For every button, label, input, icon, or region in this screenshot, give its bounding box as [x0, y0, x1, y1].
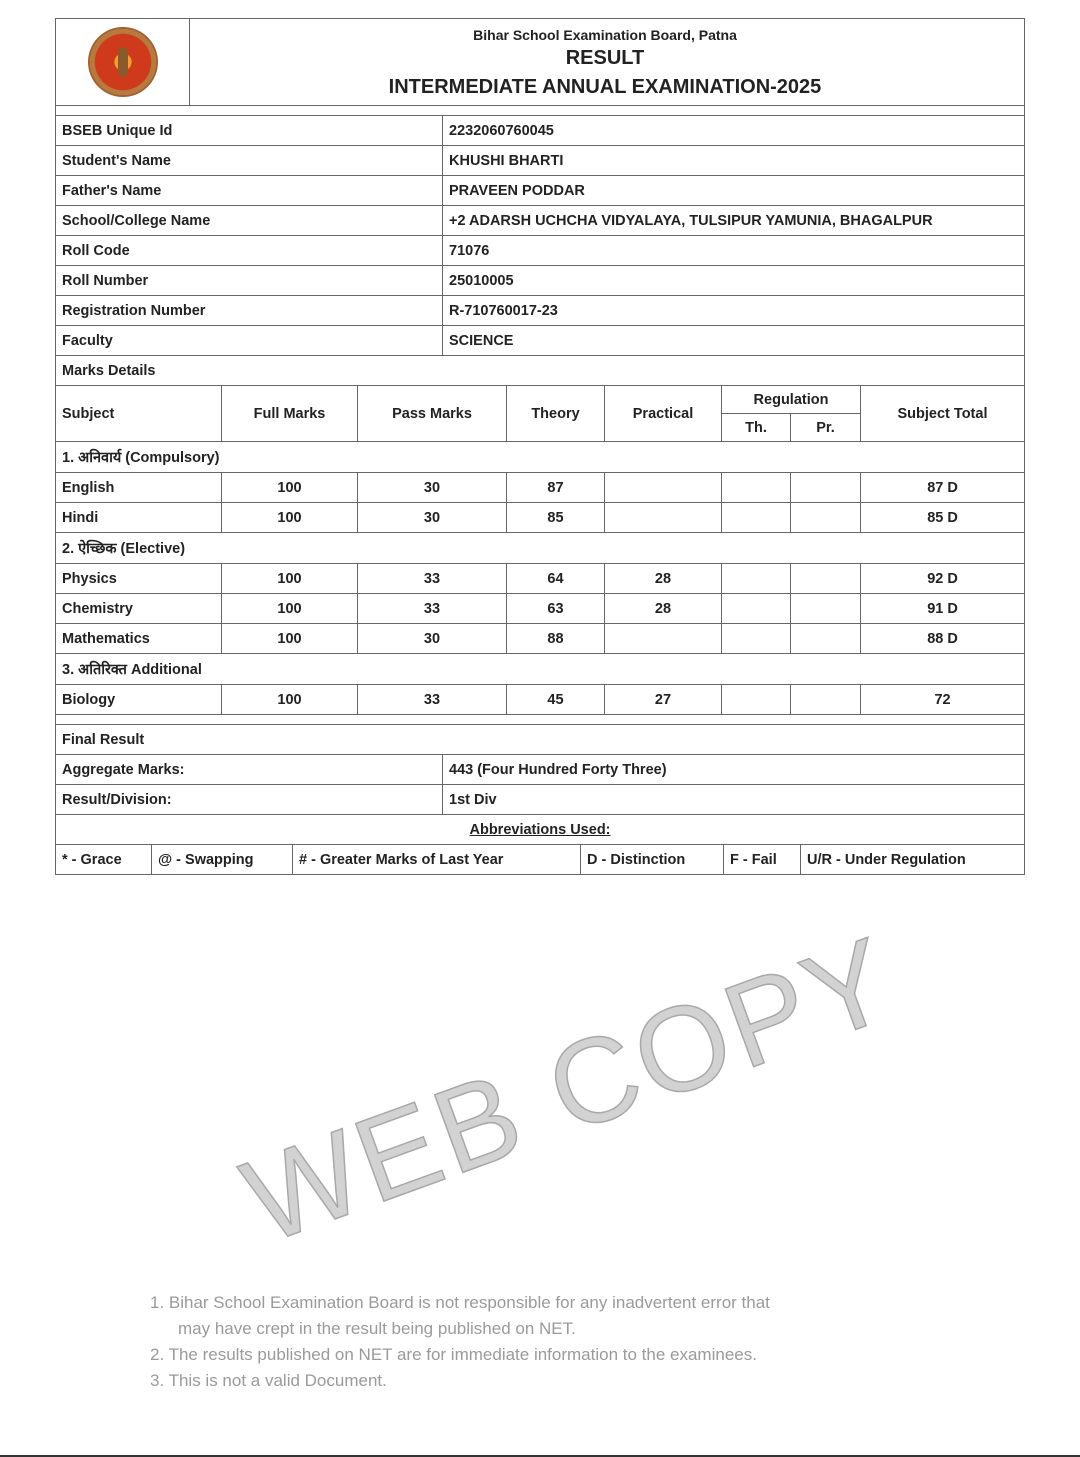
pass-cell: 30 — [358, 624, 507, 654]
abbr-grace: * - Grace — [56, 845, 152, 875]
result-title: RESULT — [565, 47, 645, 69]
subject-row — [56, 564, 1025, 594]
header-table — [55, 18, 1025, 116]
section-title: 1. अनिवार्य (Compulsory) — [56, 442, 1025, 473]
practical-cell: 28 — [605, 564, 722, 594]
info-label: Faculty — [56, 326, 443, 356]
section-title: 3. अतिरिक्त Additional — [56, 654, 1025, 685]
section-title: 2. ऐच्छिक (Elective) — [56, 533, 1025, 564]
abbr-swapping: @ - Swapping — [152, 845, 293, 875]
pass-cell: 30 — [358, 503, 507, 533]
theory-cell: 45 — [507, 685, 605, 715]
total-cell: 87 D — [861, 473, 1025, 503]
full-cell: 100 — [222, 473, 358, 503]
info-row — [56, 176, 1025, 206]
total-cell: 92 D — [861, 564, 1025, 594]
info-row — [56, 296, 1025, 326]
practical-cell: 28 — [605, 594, 722, 624]
section-row — [56, 654, 1025, 685]
abbr-distinction: D - Distinction — [581, 845, 724, 875]
subject-row — [56, 594, 1025, 624]
info-row — [56, 146, 1025, 176]
header-subject: Subject — [56, 386, 222, 442]
disclaimer-line: 3. This is not a valid Document. — [150, 1371, 387, 1390]
subject-row — [56, 503, 1025, 533]
abbreviations-table — [55, 844, 1025, 875]
bseb-logo-icon — [90, 29, 156, 95]
abbr-greater-marks: # - Greater Marks of Last Year — [293, 845, 581, 875]
subject-name: Mathematics — [56, 624, 222, 654]
pass-cell: 33 — [358, 594, 507, 624]
practical-cell: 27 — [605, 685, 722, 715]
info-label: Roll Code — [56, 236, 443, 266]
info-value: 71076 — [443, 236, 1025, 266]
subject-name: Hindi — [56, 503, 222, 533]
header-practical: Practical — [605, 386, 722, 442]
logo-cell — [56, 19, 190, 106]
th-cell — [722, 685, 791, 715]
header-full-marks: Full Marks — [222, 386, 358, 442]
pr-cell — [791, 473, 861, 503]
header-theory: Theory — [507, 386, 605, 442]
exam-title: INTERMEDIATE ANNUAL EXAMINATION-2025 — [388, 76, 822, 98]
header-subject-total: Subject Total — [861, 386, 1025, 442]
info-row — [56, 326, 1025, 356]
info-row — [56, 206, 1025, 236]
subject-name: Physics — [56, 564, 222, 594]
disclaimer-line: 1. Bihar School Examination Board is not responsible for any inadvertent error that — [150, 1293, 770, 1312]
th-cell — [722, 503, 791, 533]
theory-cell: 88 — [507, 624, 605, 654]
th-cell — [722, 473, 791, 503]
info-label: Father's Name — [56, 176, 443, 206]
header-pass-marks: Pass Marks — [358, 386, 507, 442]
subject-name: English — [56, 473, 222, 503]
section-row — [56, 442, 1025, 473]
subject-name: Chemistry — [56, 594, 222, 624]
pass-cell: 33 — [358, 685, 507, 715]
student-info-table — [55, 115, 1025, 386]
marks-table — [55, 385, 1025, 725]
aggregate-label: Aggregate Marks: — [56, 755, 443, 785]
info-value: KHUSHI BHARTI — [443, 146, 1025, 176]
theory-cell: 64 — [507, 564, 605, 594]
info-value: PRAVEEN PODDAR — [443, 176, 1025, 206]
disclaimer-watermark — [150, 1290, 770, 1394]
info-label: Student's Name — [56, 146, 443, 176]
practical-cell — [605, 624, 722, 654]
th-cell — [722, 564, 791, 594]
pr-cell — [791, 624, 861, 654]
total-cell: 72 — [861, 685, 1025, 715]
info-label: Roll Number — [56, 266, 443, 296]
abbr-fail: F - Fail — [724, 845, 801, 875]
pr-cell — [791, 564, 861, 594]
section-row — [56, 533, 1025, 564]
header-reg-th: Th. — [722, 414, 791, 442]
info-value: SCIENCE — [443, 326, 1025, 356]
full-cell: 100 — [222, 594, 358, 624]
pass-cell: 33 — [358, 564, 507, 594]
subject-row — [56, 624, 1025, 654]
info-value: +2 ADARSH UCHCHA VIDYALAYA, TULSIPUR YAMUNIA, BHAGALPUR — [443, 206, 1025, 236]
total-cell: 91 D — [861, 594, 1025, 624]
full-cell: 100 — [222, 564, 358, 594]
subject-row — [56, 685, 1025, 715]
info-label: BSEB Unique Id — [56, 116, 443, 146]
final-result-label: Final Result — [56, 725, 1025, 755]
marks-details-label: Marks Details — [56, 356, 1025, 386]
abbr-under-regulation: U/R - Under Regulation — [801, 845, 1025, 875]
full-cell: 100 — [222, 503, 358, 533]
board-name: Bihar School Examination Board, Patna — [473, 27, 737, 43]
info-label: Registration Number — [56, 296, 443, 326]
pr-cell — [791, 503, 861, 533]
disclaimer-line: may have crept in the result being published on NET. — [178, 1319, 576, 1338]
division-label: Result/Division: — [56, 785, 443, 815]
header-reg-pr: Pr. — [791, 414, 861, 442]
theory-cell: 63 — [507, 594, 605, 624]
practical-cell — [605, 473, 722, 503]
theory-cell: 85 — [507, 503, 605, 533]
final-result-table — [55, 724, 1025, 845]
subject-row — [56, 473, 1025, 503]
th-cell — [722, 624, 791, 654]
pass-cell: 30 — [358, 473, 507, 503]
info-value: 25010005 — [443, 266, 1025, 296]
disclaimer-line: 2. The results published on NET are for immediate information to the examinees. — [150, 1345, 757, 1364]
info-label: School/College Name — [56, 206, 443, 236]
division-value: 1st Div — [443, 785, 1025, 815]
info-row — [56, 116, 1025, 146]
practical-cell — [605, 503, 722, 533]
web-copy-watermark: WEB COPY — [227, 910, 912, 1270]
abbreviations-title: Abbreviations Used: — [56, 815, 1025, 845]
info-value: 2232060760045 — [443, 116, 1025, 146]
info-value: R-710760017-23 — [443, 296, 1025, 326]
total-cell: 85 D — [861, 503, 1025, 533]
info-row — [56, 266, 1025, 296]
full-cell: 100 — [222, 624, 358, 654]
info-row — [56, 236, 1025, 266]
header-regulation: Regulation — [722, 386, 861, 414]
th-cell — [722, 594, 791, 624]
total-cell: 88 D — [861, 624, 1025, 654]
result-document — [55, 18, 1025, 875]
theory-cell: 87 — [507, 473, 605, 503]
pr-cell — [791, 594, 861, 624]
pr-cell — [791, 685, 861, 715]
aggregate-value: 443 (Four Hundred Forty Three) — [443, 755, 1025, 785]
subject-name: Biology — [56, 685, 222, 715]
full-cell: 100 — [222, 685, 358, 715]
